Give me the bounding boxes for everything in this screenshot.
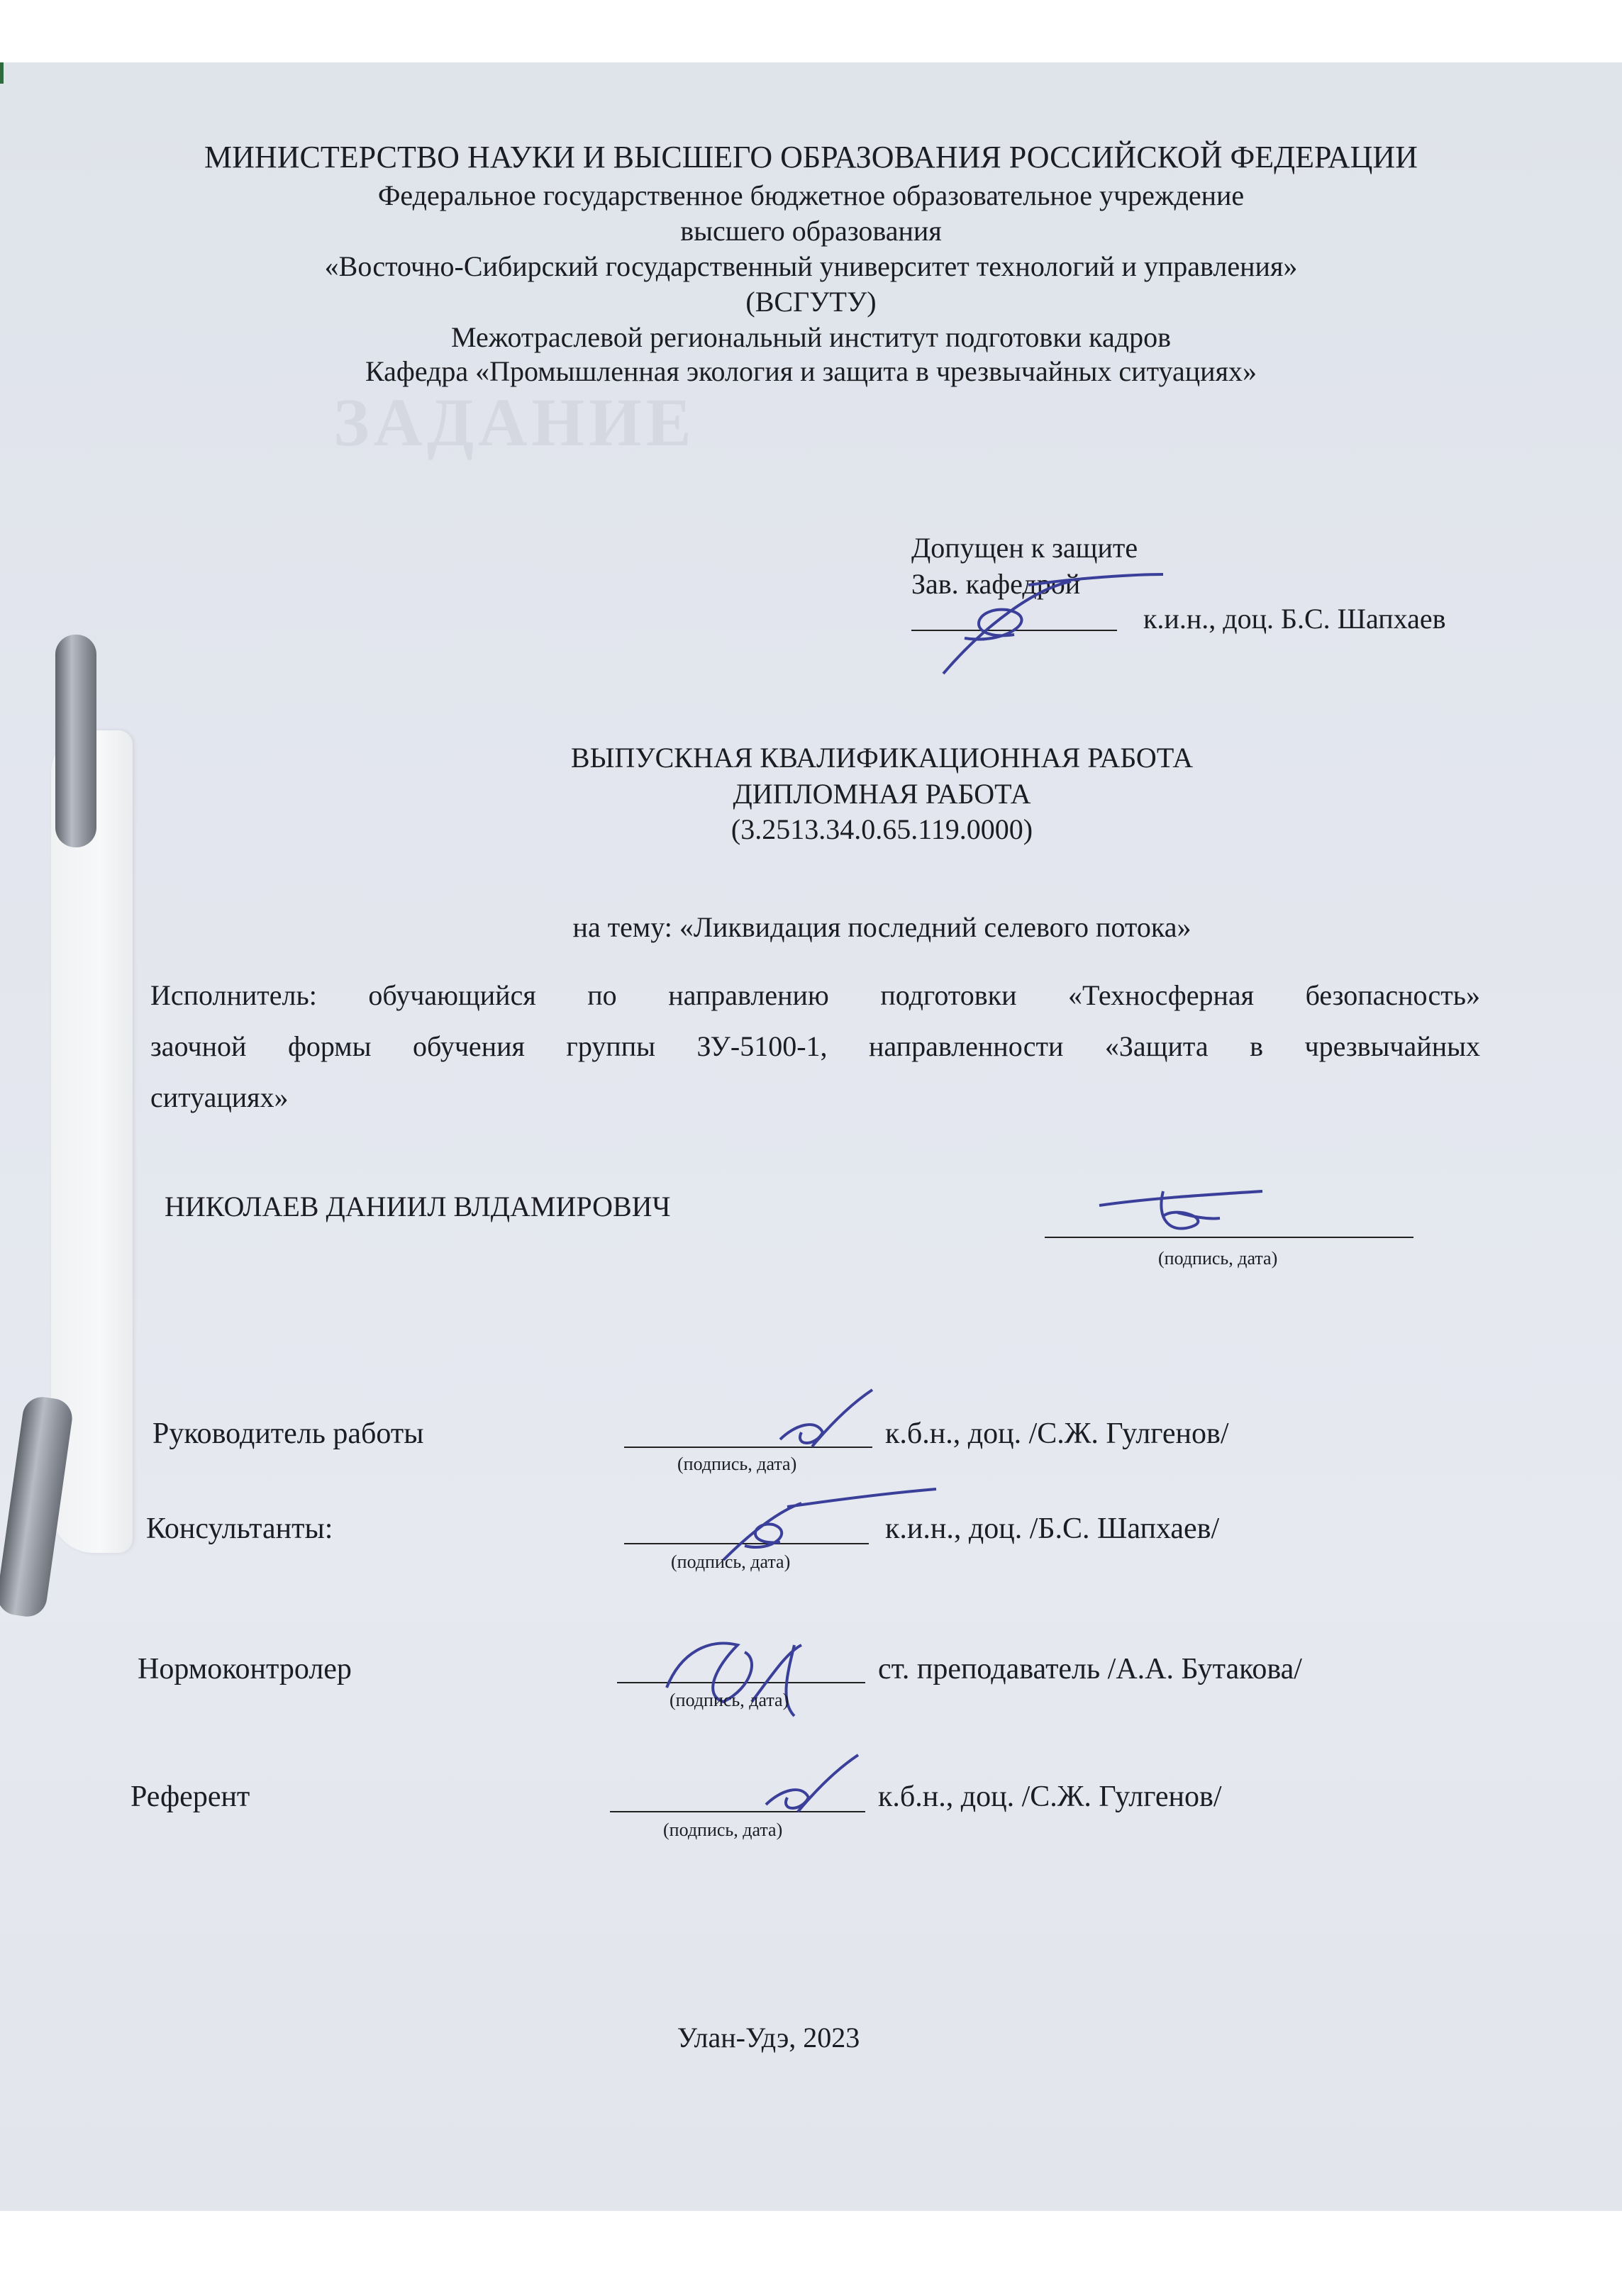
- university-name: «Восточно-Сибирский государственный университет технологий и управления»: [324, 250, 1298, 282]
- university-abbr: (ВСГУТУ): [745, 286, 877, 318]
- referent-person: к.б.н., доц. /С.Ж. Гулгенов/: [878, 1780, 1222, 1813]
- head-label: Зав. кафедрой: [911, 568, 1081, 600]
- normcontrol-person: ст. преподаватель /А.А. Бутакова/: [878, 1653, 1302, 1685]
- department-name: Кафедра «Промышленная экология и защита в чрезвычайных ситуациях»: [365, 355, 1257, 387]
- referent-caption: (подпись, дата): [663, 1819, 783, 1840]
- referent-label: Референт: [130, 1780, 250, 1813]
- executor-line-2: заочной формы обучения группы ЗУ-5100-1, направленности «Защита в чрезвычайных: [150, 1030, 1480, 1062]
- executor-line-3: ситуациях»: [150, 1081, 289, 1113]
- head-name: к.и.н., доц. Б.С. Шапхаев: [1143, 603, 1446, 635]
- institution-type-1: Федеральное государственное бюджетное образовательное учреждение: [377, 179, 1245, 211]
- institution-type-2: высшего образования: [680, 215, 942, 247]
- executor-signature: [1092, 1177, 1277, 1248]
- normcontrol-label: Нормоконтролер: [138, 1653, 352, 1685]
- supervisor-caption: (подпись, дата): [677, 1454, 797, 1474]
- bleed-through-text: ЗАДАНИЕ: [333, 384, 696, 460]
- supervisor-person: к.б.н., доц. /С.Ж. Гулгенов/: [885, 1417, 1229, 1450]
- city-year: Улан-Удэ, 2023: [677, 2022, 860, 2053]
- admitted-label: Допущен к защите: [911, 532, 1138, 564]
- executor-name: НИКОЛАЕВ ДАНИИЛ ВЛДАМИРОВИЧ: [165, 1191, 671, 1222]
- consultants-person: к.и.н., доц. /Б.С. Шапхаев/: [885, 1512, 1220, 1545]
- supervisor-label: Руководитель работы: [152, 1417, 424, 1450]
- executor-signature-caption: (подпись, дата): [1158, 1248, 1278, 1269]
- normcontrol-caption: (подпись, дата): [670, 1690, 789, 1710]
- work-type-title: ВЫПУСКНАЯ КВАЛИФИКАЦИОННАЯ РАБОТА: [570, 742, 1194, 774]
- consultants-caption: (подпись, дата): [671, 1551, 791, 1572]
- diploma-title: ДИПЛОМНАЯ РАБОТА: [733, 778, 1031, 810]
- work-topic: на тему: «Ликвидация последний селевого потока»: [572, 911, 1191, 943]
- work-code: (3.2513.34.0.65.119.0000): [731, 813, 1033, 845]
- ministry-heading: МИНИСТЕРСТВО НАУКИ И ВЫСШЕГО ОБРАЗОВАНИЯ РОССИЙСКОЙ ФЕДЕРАЦИИ: [204, 140, 1418, 174]
- normcontrol-signature: [652, 1624, 837, 1730]
- consultants-label: Консультанты:: [146, 1512, 333, 1545]
- executor-line-1: Исполнитель: обучающийся по направлению подготовки «Техносферная безопасность»: [150, 979, 1480, 1011]
- institute-name: Межотраслевой региональный институт подготовки кадров: [451, 321, 1171, 353]
- edge-mark: [0, 62, 4, 84]
